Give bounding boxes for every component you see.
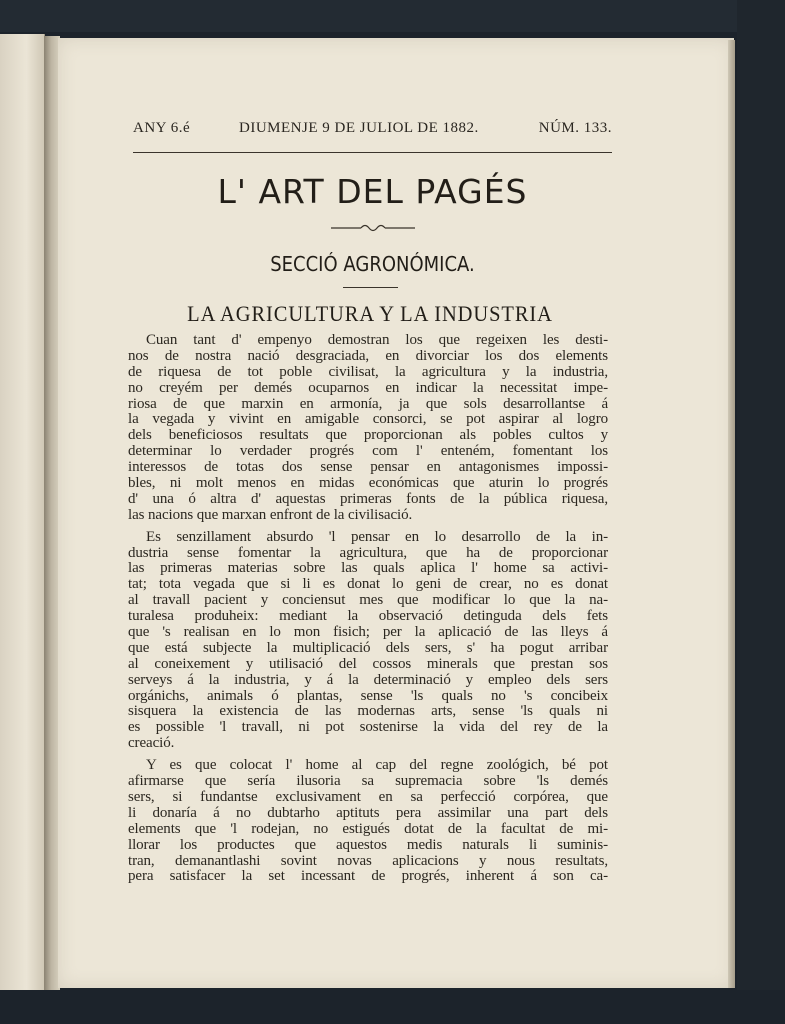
text-line: afirmarse que sería ilusoria sa supremacia sobre 'ls demés <box>128 773 608 790</box>
text-line: que está subjecte la multiplicació dels sers, s' ha pogut arribar <box>128 639 608 656</box>
masthead-number: NÚM. 133. <box>538 120 612 136</box>
scan-background-bottom <box>0 990 785 1024</box>
text-line: al travall pacient y conciensut mes que modificar lo que la na- <box>128 592 608 609</box>
text-line: es possible 'l travall, ni pot sostenirse la vida del rey de la <box>128 719 608 736</box>
text-line: llorar los productes que aquestos medis naturals li suminis- <box>128 836 608 853</box>
masthead-issue-year: ANY 6.é <box>133 120 191 136</box>
text-line: turalesa produheix: mediant la observació detinguda dels fets <box>128 608 608 625</box>
text-line: sers, si fundantse exclusivament en sa perfecció corpórea, que <box>128 788 608 805</box>
facing-page <box>0 34 45 992</box>
text-line: d' una ó altra d' aquestas primeras fonts de la pública riquesa, <box>128 490 608 507</box>
text-line: la vegada y vivint en amigable consorci, se pot aspirar al logro <box>128 411 608 428</box>
text-line: pera satisfacer la set incessant de progrés, inherent á son ca- <box>128 868 608 885</box>
text-line: sisquera la existencia de las modernas arts, sense 'ls quals ni <box>128 703 608 720</box>
text-line: no creyém per demés ocuparnos en indicar la necessitat impe- <box>128 379 608 396</box>
text-line: bles, ni molt menos en midas económicas que aturin lo progrés <box>128 475 608 492</box>
text-line: al coneixement y utilisació del cossos minerals que prestan sos <box>128 655 608 672</box>
text-line: Y es que colocat l' home al cap del regne zoológich, bé pot <box>146 757 608 774</box>
text-line: Es senzillament absurdo 'l pensar en lo desarrollo de la in- <box>146 528 608 545</box>
text-line: tat; tota vegada que si li es donat lo geni de crear, no es donat <box>128 576 608 593</box>
newspaper-title: L' ART DEL PAGÉS <box>217 172 528 211</box>
text-line: tran, demanantlashi sovint novas aplicacions y nous resultats, <box>128 852 608 869</box>
text-line: las primeras materias sobre las quals aplica l' home sa activi- <box>128 560 608 577</box>
text-line: las nacions que marxan enfront de la civilisació. <box>128 506 413 523</box>
text-line: orgánichs, animals ó plantas, sense 'ls quals no 's concibeix <box>128 687 608 704</box>
page-edge <box>728 40 735 988</box>
text-line: que 's realisan en lo mon fisich; per la aplicació de las lleys á <box>128 624 608 641</box>
text-line: dustria sense fomentar la agricultura, que ha de proporcionar <box>128 544 608 561</box>
text-line: dels beneficiosos resultats que proporcionan als pobles cultos y <box>128 427 608 444</box>
text-line: determinar lo verdader progrés com l' enteném, fomentant los <box>128 443 608 460</box>
masthead-rule <box>133 152 612 153</box>
text-line: riosa de que marxin en armonía, ja que sols desarrollantse á <box>128 395 608 412</box>
text-line: serveys á la industria, y á la determinació y empleo dels sers <box>128 671 608 688</box>
ornament-divider <box>331 221 415 235</box>
section-heading: SECCIÓ AGRONÓMICA. <box>270 252 475 276</box>
text-line: elements que 'l rodejan, no estigués dotat de la facultat de mi- <box>128 820 608 837</box>
scan-background-top <box>0 0 785 32</box>
text-line: Cuan tant d' empenyo demostran los que regeixen les desti- <box>146 332 608 348</box>
text-line: nos de nostra nació desgraciada, en divorciar los dos elements <box>128 347 608 364</box>
article-body <box>128 333 608 885</box>
article-title: LA AGRICULTURA Y LA INDUSTRIA <box>187 301 553 326</box>
text-line: creació. <box>128 735 175 752</box>
section-rule <box>343 287 398 288</box>
text-line: de riquesa de tot poble civilisat, la agricultura y la industria, <box>128 363 608 380</box>
text-line: interessos de totas dos sense pensar en antagonismes impossi- <box>128 459 608 476</box>
scan-background-right <box>737 0 785 1024</box>
masthead-date: DIUMENJE 9 DE JULIOL DE 1882. <box>239 120 479 136</box>
masthead <box>133 120 612 142</box>
text-line: li donaría á no dubtarho aptituts pera assimilar una part dels <box>128 804 608 821</box>
